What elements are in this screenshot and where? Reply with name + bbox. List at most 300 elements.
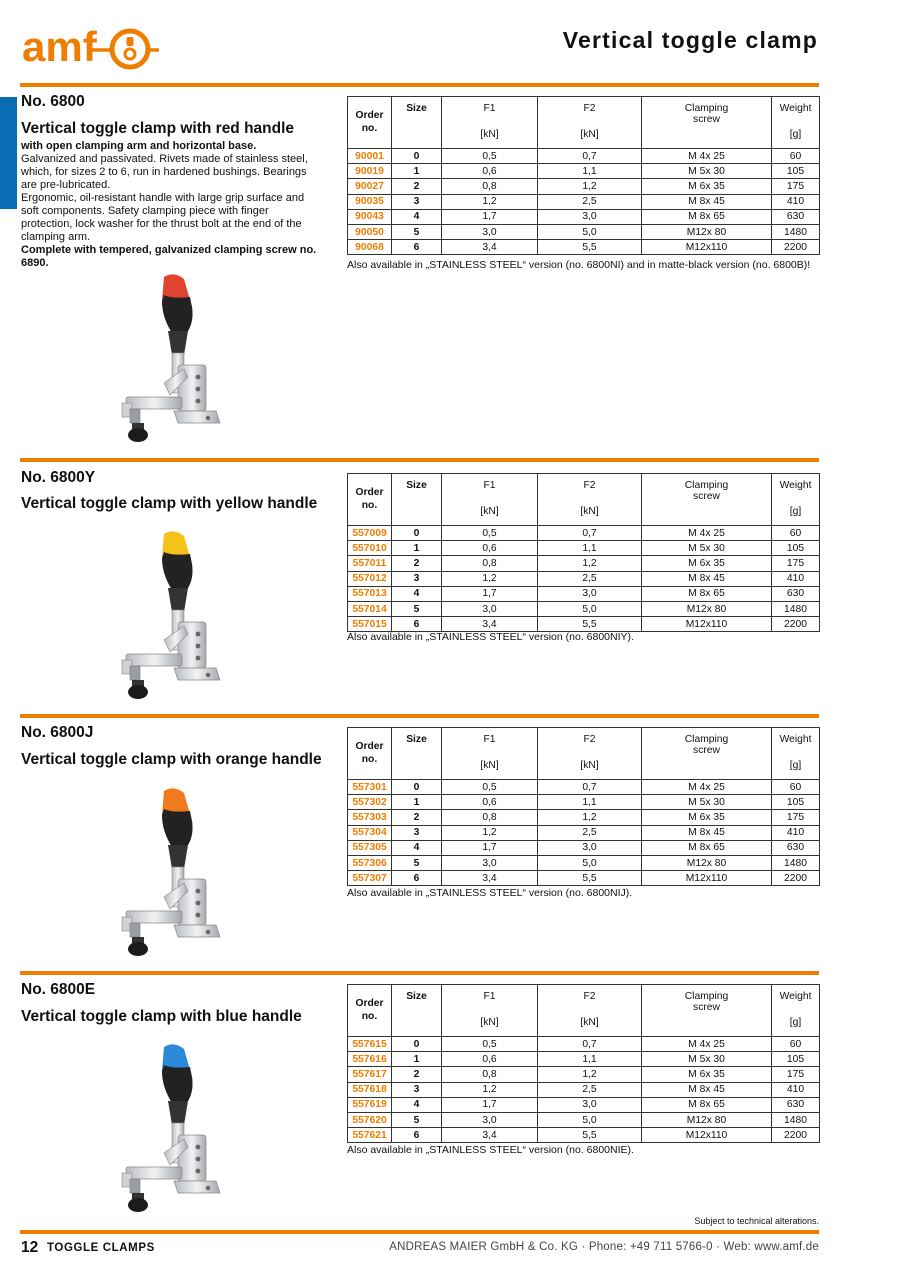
f1-value: 0,8 bbox=[442, 810, 538, 825]
clamping-screw: M 8x 45 bbox=[642, 825, 772, 840]
header-weight bbox=[772, 97, 820, 149]
clamping-screw: M12x110 bbox=[642, 617, 772, 632]
clamping-screw: M 4x 25 bbox=[642, 1037, 772, 1052]
header-f1-text: F1 bbox=[483, 480, 496, 491]
header-f1-text: F1 bbox=[483, 103, 496, 114]
header-f1-text: [kN] bbox=[480, 129, 499, 140]
f2-value: 1,1 bbox=[538, 1052, 642, 1067]
chapter-label: TOGGLE CLAMPS bbox=[47, 1242, 155, 1254]
order-number: 557301 bbox=[348, 780, 392, 795]
article-number: No. 6800E bbox=[21, 981, 96, 998]
product-heading: Vertical toggle clamp with orange handle bbox=[21, 751, 322, 768]
weight: 60 bbox=[772, 780, 820, 795]
weight: 60 bbox=[772, 1037, 820, 1052]
order-number: 557616 bbox=[348, 1052, 392, 1067]
weight: 2200 bbox=[772, 871, 820, 886]
table-row bbox=[348, 601, 820, 616]
availability-note: Also available in „STAINLESS STEEL“ version (no. 6800NIE). bbox=[347, 1144, 634, 1156]
product-photo bbox=[112, 787, 222, 964]
section-rule bbox=[20, 714, 819, 718]
table-row bbox=[348, 795, 820, 810]
toggle-clamp-illustration bbox=[112, 787, 222, 959]
f2-value: 2,5 bbox=[538, 1082, 642, 1097]
header-order-no-text: Order no. bbox=[355, 487, 384, 511]
header-weight-text: [g] bbox=[789, 760, 802, 771]
technical-alterations-note: Subject to technical alterations. bbox=[694, 1216, 819, 1226]
header-f2-text: F2 bbox=[583, 103, 596, 114]
header-weight-text: [g] bbox=[789, 129, 802, 140]
table-row bbox=[348, 1128, 820, 1143]
f2-value: 5,0 bbox=[538, 601, 642, 616]
weight: 60 bbox=[772, 149, 820, 164]
f1-value: 0,8 bbox=[442, 179, 538, 194]
f2-value: 5,5 bbox=[538, 871, 642, 886]
f1-value: 1,2 bbox=[442, 825, 538, 840]
order-number: 557617 bbox=[348, 1067, 392, 1082]
clamping-screw: M 4x 25 bbox=[642, 149, 772, 164]
clamping-screw: M12x 80 bbox=[642, 601, 772, 616]
table-row bbox=[348, 1082, 820, 1097]
toggle-clamp-illustration bbox=[112, 1043, 222, 1215]
clamping-screw: M 6x 35 bbox=[642, 556, 772, 571]
order-number: 90027 bbox=[348, 179, 392, 194]
header-clamping-screw-text: Clamping screw bbox=[684, 103, 729, 125]
f2-value: 2,5 bbox=[538, 571, 642, 586]
size: 0 bbox=[392, 526, 442, 541]
table-row bbox=[348, 526, 820, 541]
size: 3 bbox=[392, 825, 442, 840]
size: 6 bbox=[392, 617, 442, 632]
header-f2 bbox=[538, 97, 642, 149]
header-clamping-screw bbox=[642, 97, 772, 149]
table-row bbox=[348, 1112, 820, 1127]
header-order-no bbox=[348, 474, 392, 526]
size: 5 bbox=[392, 601, 442, 616]
weight: 2200 bbox=[772, 617, 820, 632]
header-order-no bbox=[348, 985, 392, 1037]
f1-value: 1,7 bbox=[442, 840, 538, 855]
availability-note: Also available in „STAINLESS STEEL“ version (no. 6800NIY). bbox=[347, 631, 634, 643]
order-number: 557010 bbox=[348, 541, 392, 556]
page-title: Vertical toggle clamp bbox=[562, 27, 818, 53]
f2-value: 3,0 bbox=[538, 586, 642, 601]
toggle-clamp-illustration bbox=[112, 273, 222, 445]
amf-logo bbox=[22, 24, 162, 74]
size: 3 bbox=[392, 1082, 442, 1097]
header-weight-text: Weight bbox=[779, 734, 812, 745]
header-weight bbox=[772, 985, 820, 1037]
order-number: 557305 bbox=[348, 840, 392, 855]
clamping-screw: M 6x 35 bbox=[642, 1067, 772, 1082]
f1-value: 0,6 bbox=[442, 795, 538, 810]
size: 3 bbox=[392, 571, 442, 586]
table-row bbox=[348, 1052, 820, 1067]
description-line: with open clamping arm and horizontal base. bbox=[21, 140, 257, 152]
header-f2-text: F2 bbox=[583, 734, 596, 745]
weight: 630 bbox=[772, 840, 820, 855]
clamping-screw: M 8x 65 bbox=[642, 209, 772, 224]
header-weight bbox=[772, 474, 820, 526]
f2-value: 1,2 bbox=[538, 556, 642, 571]
order-number: 557013 bbox=[348, 586, 392, 601]
header-f1-text: F1 bbox=[483, 734, 496, 745]
f1-value: 0,6 bbox=[442, 164, 538, 179]
order-number: 557621 bbox=[348, 1128, 392, 1143]
f1-value: 0,6 bbox=[442, 541, 538, 556]
f1-value: 3,0 bbox=[442, 1112, 538, 1127]
logo-text: amf bbox=[22, 24, 97, 70]
f1-value: 1,7 bbox=[442, 586, 538, 601]
header-order-no bbox=[348, 728, 392, 780]
size: 1 bbox=[392, 541, 442, 556]
header-order-no-text: Order no. bbox=[355, 741, 384, 765]
order-number: 90035 bbox=[348, 194, 392, 209]
f2-value: 5,5 bbox=[538, 1128, 642, 1143]
f1-value: 0,5 bbox=[442, 526, 538, 541]
f2-value: 1,2 bbox=[538, 1067, 642, 1082]
article-number: No. 6800Y bbox=[21, 469, 96, 486]
size: 2 bbox=[392, 179, 442, 194]
header-clamping-screw-text: Clamping screw bbox=[684, 734, 729, 756]
clamping-screw: M 5x 30 bbox=[642, 795, 772, 810]
size: 2 bbox=[392, 1067, 442, 1082]
clamping-screw: M12x110 bbox=[642, 1128, 772, 1143]
f1-value: 3,4 bbox=[442, 617, 538, 632]
footer-rule bbox=[20, 1230, 819, 1234]
weight: 410 bbox=[772, 194, 820, 209]
order-number: 557009 bbox=[348, 526, 392, 541]
f2-value: 1,2 bbox=[538, 179, 642, 194]
header-order-no-text: Order no. bbox=[355, 110, 384, 134]
header-weight-text: Weight bbox=[779, 103, 812, 114]
f2-value: 2,5 bbox=[538, 825, 642, 840]
product-heading: Vertical toggle clamp with yellow handle bbox=[21, 495, 318, 512]
f1-value: 0,8 bbox=[442, 556, 538, 571]
weight: 175 bbox=[772, 1067, 820, 1082]
table-row bbox=[348, 164, 820, 179]
clamping-screw: M 6x 35 bbox=[642, 810, 772, 825]
f2-value: 5,0 bbox=[538, 224, 642, 239]
product-section-6800E bbox=[0, 971, 900, 1221]
clamping-screw: M12x 80 bbox=[642, 855, 772, 870]
f2-value: 5,0 bbox=[538, 855, 642, 870]
company-address: ANDREAS MAIER GmbH & Co. KG · Phone: +49 711 5766-0 · Web: www.amf.de bbox=[389, 1241, 819, 1253]
weight: 175 bbox=[772, 556, 820, 571]
size: 1 bbox=[392, 164, 442, 179]
clamping-screw: M 8x 45 bbox=[642, 1082, 772, 1097]
header-f1 bbox=[442, 985, 538, 1037]
weight: 410 bbox=[772, 1082, 820, 1097]
clamping-screw: M 5x 30 bbox=[642, 1052, 772, 1067]
header-size bbox=[392, 728, 442, 780]
order-number: 557620 bbox=[348, 1112, 392, 1127]
weight: 630 bbox=[772, 209, 820, 224]
weight: 1480 bbox=[772, 855, 820, 870]
f2-value: 1,1 bbox=[538, 164, 642, 179]
f2-value: 0,7 bbox=[538, 780, 642, 795]
header-f2-text: F2 bbox=[583, 480, 596, 491]
table-row bbox=[348, 556, 820, 571]
order-number: 90001 bbox=[348, 149, 392, 164]
clamping-screw: M 5x 30 bbox=[642, 541, 772, 556]
table-row bbox=[348, 586, 820, 601]
order-number: 557015 bbox=[348, 617, 392, 632]
header-weight-text: [g] bbox=[789, 506, 802, 517]
f2-value: 0,7 bbox=[538, 526, 642, 541]
f1-value: 3,0 bbox=[442, 224, 538, 239]
product-photo bbox=[112, 1043, 222, 1220]
f1-value: 1,7 bbox=[442, 209, 538, 224]
spec-table bbox=[347, 727, 820, 886]
spec-table bbox=[347, 984, 820, 1143]
section-rule bbox=[20, 971, 819, 975]
order-number: 557307 bbox=[348, 871, 392, 886]
table-row bbox=[348, 209, 820, 224]
clamping-screw: M12x 80 bbox=[642, 224, 772, 239]
table-row bbox=[348, 825, 820, 840]
table-row bbox=[348, 871, 820, 886]
table-row bbox=[348, 240, 820, 255]
f2-value: 5,5 bbox=[538, 617, 642, 632]
size: 4 bbox=[392, 840, 442, 855]
size: 4 bbox=[392, 209, 442, 224]
header-f1-text: [kN] bbox=[480, 506, 499, 517]
clamping-screw: M12x110 bbox=[642, 240, 772, 255]
product-photo bbox=[112, 530, 222, 707]
header-size-text: Size bbox=[406, 734, 427, 745]
table-row bbox=[348, 855, 820, 870]
size: 1 bbox=[392, 795, 442, 810]
weight: 630 bbox=[772, 1097, 820, 1112]
order-number: 90050 bbox=[348, 224, 392, 239]
order-number: 90043 bbox=[348, 209, 392, 224]
f2-value: 5,0 bbox=[538, 1112, 642, 1127]
weight: 175 bbox=[772, 179, 820, 194]
table-row bbox=[348, 571, 820, 586]
header-f1-text: [kN] bbox=[480, 1017, 499, 1028]
table-row bbox=[348, 1097, 820, 1112]
f1-value: 1,2 bbox=[442, 1082, 538, 1097]
f2-value: 5,5 bbox=[538, 240, 642, 255]
order-number: 557303 bbox=[348, 810, 392, 825]
f2-value: 3,0 bbox=[538, 840, 642, 855]
weight: 1480 bbox=[772, 601, 820, 616]
size: 6 bbox=[392, 871, 442, 886]
weight: 60 bbox=[772, 526, 820, 541]
table-row bbox=[348, 541, 820, 556]
spec-table bbox=[347, 473, 820, 632]
description-line: Galvanized and passivated. Rivets made of stainless steel, which, for sizes 2 to 6, run in hardened bushings. Bearings are pre-lubricated. bbox=[21, 153, 308, 191]
clamping-screw: M 6x 35 bbox=[642, 179, 772, 194]
header-size-text: Size bbox=[406, 480, 427, 491]
f2-value: 3,0 bbox=[538, 1097, 642, 1112]
weight: 105 bbox=[772, 164, 820, 179]
header-f2-text: [kN] bbox=[580, 506, 599, 517]
order-number: 557012 bbox=[348, 571, 392, 586]
table-row bbox=[348, 840, 820, 855]
clamping-screw: M 8x 45 bbox=[642, 194, 772, 209]
header-size-text: Size bbox=[406, 103, 427, 114]
header-f1-text: [kN] bbox=[480, 760, 499, 771]
f1-value: 0,5 bbox=[442, 1037, 538, 1052]
header-f2-text: [kN] bbox=[580, 129, 599, 140]
order-number: 557014 bbox=[348, 601, 392, 616]
table-row bbox=[348, 194, 820, 209]
f2-value: 2,5 bbox=[538, 194, 642, 209]
table-row bbox=[348, 1037, 820, 1052]
header-clamping-screw bbox=[642, 728, 772, 780]
table-row bbox=[348, 179, 820, 194]
f1-value: 0,5 bbox=[442, 780, 538, 795]
size: 2 bbox=[392, 810, 442, 825]
product-heading: Vertical toggle clamp with red handle bbox=[21, 120, 295, 137]
f1-value: 1,7 bbox=[442, 1097, 538, 1112]
size: 5 bbox=[392, 1112, 442, 1127]
f2-value: 1,1 bbox=[538, 795, 642, 810]
section-rule bbox=[20, 458, 819, 462]
header-f2-text: [kN] bbox=[580, 760, 599, 771]
order-number: 557306 bbox=[348, 855, 392, 870]
size: 1 bbox=[392, 1052, 442, 1067]
weight: 1480 bbox=[772, 1112, 820, 1127]
size: 0 bbox=[392, 149, 442, 164]
size: 5 bbox=[392, 224, 442, 239]
header-order-no bbox=[348, 97, 392, 149]
table-row bbox=[348, 617, 820, 632]
page-number: 12 bbox=[21, 1239, 39, 1256]
header-f2 bbox=[538, 985, 642, 1037]
size: 3 bbox=[392, 194, 442, 209]
header-clamping-screw-text: Clamping screw bbox=[684, 991, 729, 1013]
weight: 630 bbox=[772, 586, 820, 601]
weight: 410 bbox=[772, 571, 820, 586]
header-order-no-text: Order no. bbox=[355, 998, 384, 1022]
availability-note: Also available in „STAINLESS STEEL“ version (no. 6800NI) and in matte-black version (no. 6800B)! bbox=[347, 259, 811, 271]
order-number: 90019 bbox=[348, 164, 392, 179]
order-number: 557618 bbox=[348, 1082, 392, 1097]
header-f2 bbox=[538, 728, 642, 780]
availability-note: Also available in „STAINLESS STEEL“ version (no. 6800NIJ). bbox=[347, 887, 633, 899]
f1-value: 3,0 bbox=[442, 855, 538, 870]
weight: 2200 bbox=[772, 240, 820, 255]
header-clamping-screw bbox=[642, 474, 772, 526]
header-weight bbox=[772, 728, 820, 780]
weight: 175 bbox=[772, 810, 820, 825]
product-section-6800Y bbox=[0, 458, 900, 715]
f2-value: 1,1 bbox=[538, 541, 642, 556]
size: 6 bbox=[392, 1128, 442, 1143]
header-clamping-screw bbox=[642, 985, 772, 1037]
order-number: 557619 bbox=[348, 1097, 392, 1112]
description-line: Complete with tempered, galvanized clamping screw no. 6890. bbox=[21, 244, 317, 269]
header-weight-text: Weight bbox=[779, 480, 812, 491]
f1-value: 1,2 bbox=[442, 571, 538, 586]
header-f2 bbox=[538, 474, 642, 526]
description-line: Ergonomic, oil-resistant handle with large grip surface and soft components. Safety clamping piece with finger protection, lock washer for the thrust bolt at the end of the clamping arm. bbox=[21, 192, 305, 243]
header-f1-text: F1 bbox=[483, 991, 496, 1002]
order-number: 557302 bbox=[348, 795, 392, 810]
size: 4 bbox=[392, 586, 442, 601]
table-row bbox=[348, 224, 820, 239]
clamping-screw: M 4x 25 bbox=[642, 526, 772, 541]
clamping-screw: M 8x 65 bbox=[642, 840, 772, 855]
size: 0 bbox=[392, 1037, 442, 1052]
header-f2-text: F2 bbox=[583, 991, 596, 1002]
clamping-screw: M 4x 25 bbox=[642, 780, 772, 795]
header-f1 bbox=[442, 728, 538, 780]
f1-value: 3,0 bbox=[442, 601, 538, 616]
header-clamping-screw-text: Clamping screw bbox=[684, 480, 729, 502]
f1-value: 0,6 bbox=[442, 1052, 538, 1067]
weight: 105 bbox=[772, 795, 820, 810]
size: 5 bbox=[392, 855, 442, 870]
f1-value: 3,4 bbox=[442, 240, 538, 255]
f1-value: 0,8 bbox=[442, 1067, 538, 1082]
table-row bbox=[348, 780, 820, 795]
article-number: No. 6800J bbox=[21, 724, 94, 741]
f1-value: 3,4 bbox=[442, 1128, 538, 1143]
product-section-6800J bbox=[0, 714, 900, 971]
f2-value: 1,2 bbox=[538, 810, 642, 825]
header-f1 bbox=[442, 97, 538, 149]
clamping-screw: M 8x 45 bbox=[642, 571, 772, 586]
size: 0 bbox=[392, 780, 442, 795]
clamping-screw: M12x110 bbox=[642, 871, 772, 886]
weight: 105 bbox=[772, 541, 820, 556]
spec-table bbox=[347, 96, 820, 255]
table-row bbox=[348, 810, 820, 825]
size: 4 bbox=[392, 1097, 442, 1112]
product-section-6800 bbox=[0, 87, 900, 457]
clamping-screw: M 5x 30 bbox=[642, 164, 772, 179]
weight: 2200 bbox=[772, 1128, 820, 1143]
f2-value: 0,7 bbox=[538, 149, 642, 164]
product-description bbox=[21, 140, 321, 270]
f1-value: 0,5 bbox=[442, 149, 538, 164]
clamping-screw: M12x 80 bbox=[642, 1112, 772, 1127]
weight: 105 bbox=[772, 1052, 820, 1067]
order-number: 557615 bbox=[348, 1037, 392, 1052]
header-f2-text: [kN] bbox=[580, 1017, 599, 1028]
size: 2 bbox=[392, 556, 442, 571]
order-number: 557304 bbox=[348, 825, 392, 840]
article-number: No. 6800 bbox=[21, 93, 85, 110]
header-size bbox=[392, 97, 442, 149]
f1-value: 1,2 bbox=[442, 194, 538, 209]
toggle-clamp-illustration bbox=[112, 530, 222, 702]
weight: 1480 bbox=[772, 224, 820, 239]
order-number: 557011 bbox=[348, 556, 392, 571]
size: 6 bbox=[392, 240, 442, 255]
header-size bbox=[392, 985, 442, 1037]
order-number: 90068 bbox=[348, 240, 392, 255]
product-photo bbox=[112, 273, 222, 450]
f2-value: 0,7 bbox=[538, 1037, 642, 1052]
header-weight-text: [g] bbox=[789, 1017, 802, 1028]
header-weight-text: Weight bbox=[779, 991, 812, 1002]
weight: 410 bbox=[772, 825, 820, 840]
header-size-text: Size bbox=[406, 991, 427, 1002]
clamping-screw: M 8x 65 bbox=[642, 1097, 772, 1112]
clamping-screw: M 8x 65 bbox=[642, 586, 772, 601]
table-row bbox=[348, 149, 820, 164]
header-f1 bbox=[442, 474, 538, 526]
product-heading: Vertical toggle clamp with blue handle bbox=[21, 1008, 302, 1025]
table-row bbox=[348, 1067, 820, 1082]
f2-value: 3,0 bbox=[538, 209, 642, 224]
header-size bbox=[392, 474, 442, 526]
f1-value: 3,4 bbox=[442, 871, 538, 886]
